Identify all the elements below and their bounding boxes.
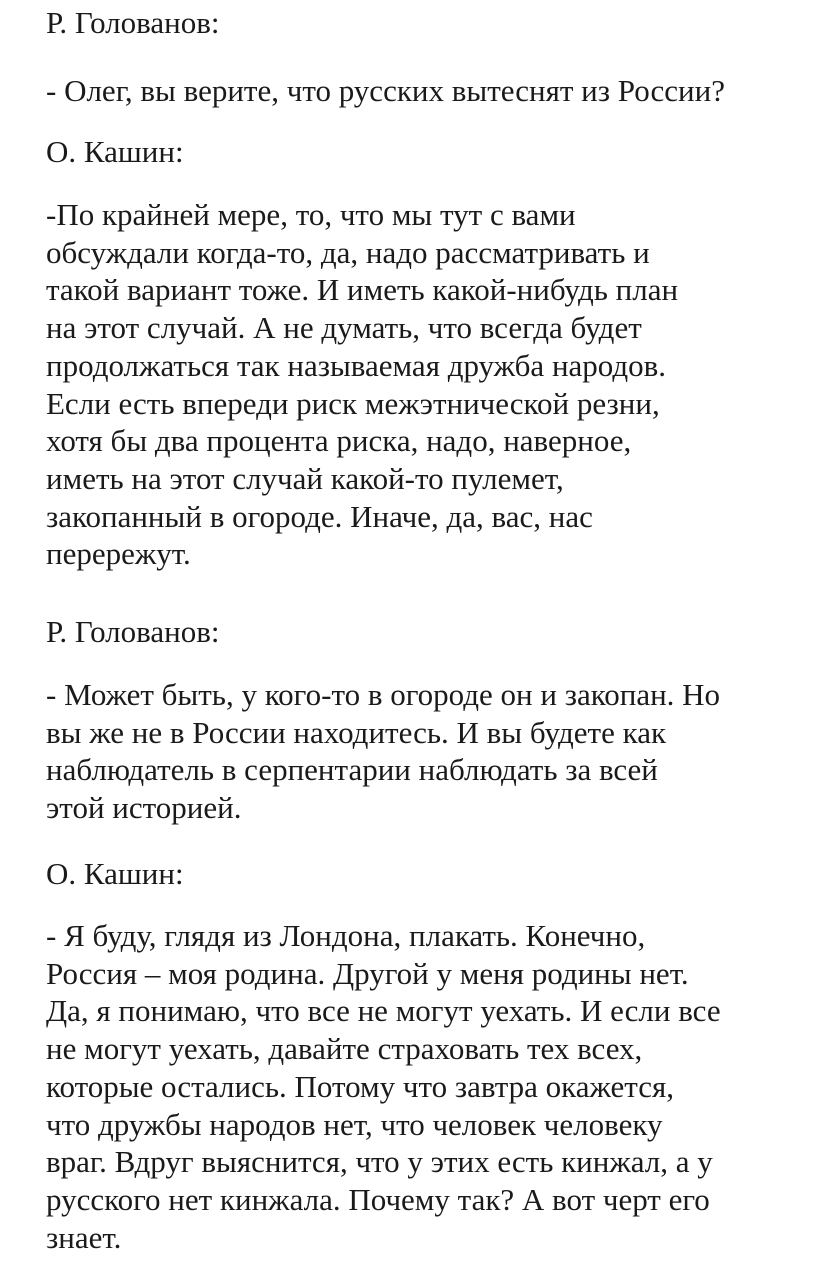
text-line: перережут. xyxy=(46,536,191,572)
speaker-label: Р. Голованов: xyxy=(46,614,220,649)
text-line: закопанный в огороде. Иначе, да, вас, нас xyxy=(46,498,593,534)
text-line: враг. Вдруг выяснится, что у этих есть кинжал, а у xyxy=(46,1144,713,1180)
text-line: - Олег, вы верите, что русских вытеснят из России? xyxy=(46,73,725,108)
speech-block xyxy=(46,917,721,1256)
text-line: - Может быть, у кого-то в огороде он и закопан. Но xyxy=(46,677,721,712)
text-line: - Я буду, глядя из Лондона, плакать. Конечно, xyxy=(46,918,646,953)
text-line: русского нет кинжала. Почему так? А вот черт его xyxy=(46,1181,710,1217)
text-line: на этот случай. А не думать, что всегда будет xyxy=(46,310,642,346)
text-line: Да, я понимаю, что все не могут уехать. И если все xyxy=(46,993,721,1029)
text-line: наблюдатель в серпентарии наблюдать за всей xyxy=(46,752,658,788)
speaker-label: О. Кашин: xyxy=(46,856,184,891)
text-line: иметь на этот случай какой-то пулемет, xyxy=(46,460,564,496)
speaker-label: О. Кашин: xyxy=(46,134,184,169)
speaker-label: Р. Голованов: xyxy=(46,5,220,40)
speech-block xyxy=(46,72,725,110)
text-line: Россия – моя родина. Другой у меня родины нет. xyxy=(46,955,689,991)
text-line: этой историей. xyxy=(46,790,242,826)
text-line: хотя бы два процента риска, надо, наверное, xyxy=(46,423,632,459)
text-line: -По крайней мере, то, что мы тут с вами xyxy=(46,197,576,232)
speech-block xyxy=(46,196,678,573)
text-line: которые остались. Потому что завтра окажется, xyxy=(46,1068,674,1104)
text-line: знает. xyxy=(46,1219,122,1255)
speech-block xyxy=(46,676,720,827)
text-line: что дружбы народов нет, что человек человеку xyxy=(46,1106,663,1142)
text-line: продолжаться так называемая дружба народов. xyxy=(46,347,667,383)
text-line: такой вариант тоже. И иметь какой-нибудь план xyxy=(46,272,679,308)
text-line: вы же не в России находитесь. И вы будете как xyxy=(46,714,667,750)
text-line: обсуждали когда-то, да, надо рассматривать и xyxy=(46,234,650,270)
text-line: не могут уехать, давайте страховать тех всех, xyxy=(46,1031,643,1067)
text-line: Если есть впереди риск межэтнической резни, xyxy=(46,385,660,421)
